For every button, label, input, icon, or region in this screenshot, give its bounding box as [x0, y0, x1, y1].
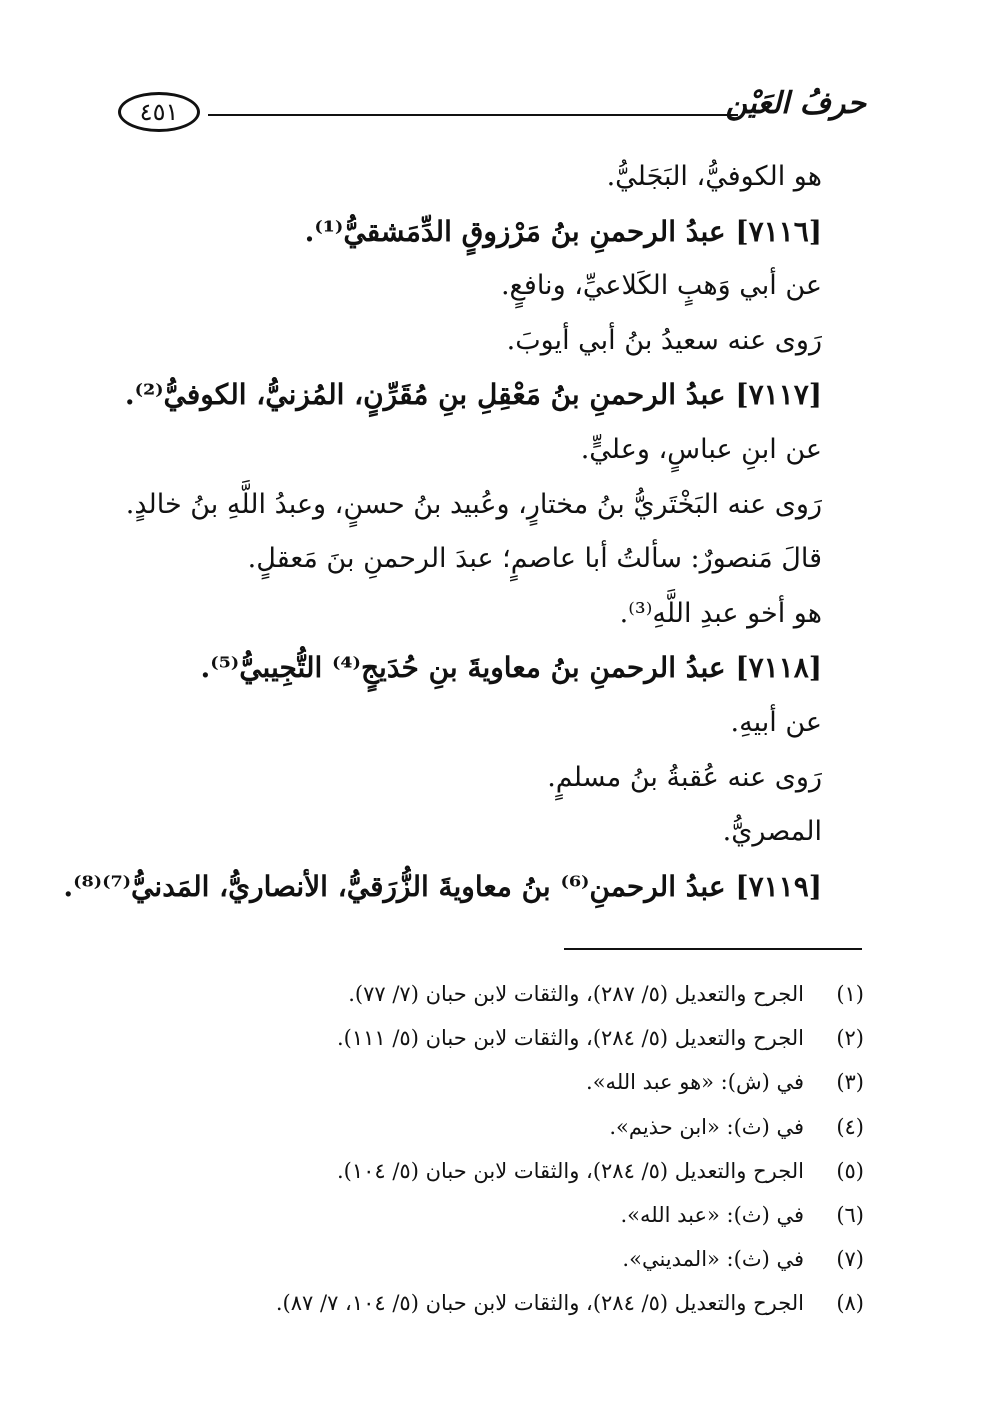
footnote-text: في (ث): «المديني».	[622, 1247, 804, 1272]
page-header	[118, 88, 866, 146]
header-rule	[208, 114, 738, 116]
entry-heading: [٧١١٧] عبدُ الرحمنِ بنُ مَعْقِلِ بنِ مُقَرِّنٍ، المُزنيُّ، الكوفيُّ⁽²⁾.	[124, 378, 822, 412]
text-line: المصريُّ.	[722, 816, 822, 848]
text-line: قالَ مَنصورٌ: سألتُ أبا عاصمٍ؛ عبدَ الرحمنِ بنَ مَعقلٍ.	[247, 543, 822, 575]
footnote-text: الجرح والتعديل (٥/ ٢٨٤)، والثقات لابن حبان (٥/ ١٠٤).	[336, 1158, 804, 1183]
footnote	[164, 1149, 864, 1193]
footnote-text: الجرح والتعديل (٥/ ٢٨٤)، والثقات لابن حبان (٥/ ١٠٤، ٧/ ٨٧).	[275, 1291, 804, 1316]
chapter-title: حرفُ العَيْن	[725, 86, 866, 121]
entry-heading: [٧١١٦] عبدُ الرحمنِ بنُ مَرْزوقٍ الدِّمَشقيُّ⁽¹⁾.	[304, 214, 822, 248]
footnote	[164, 1060, 864, 1104]
text-line: عن أبي وَهبٍ الكَلاعيِّ، ونافعٍ.	[500, 270, 822, 302]
footnote-number: (٧)	[836, 1247, 864, 1272]
footnote-number: (٥)	[836, 1158, 864, 1183]
footnotes	[164, 972, 864, 1326]
footnote	[164, 1105, 864, 1149]
entry-heading: [٧١١٩] عبدُ الرحمنِ⁽⁶⁾ بنُ معاويةَ الزُّرَقيُّ، الأنصاريُّ، المَدنيُّ⁽⁷⁾⁽⁸⁾.	[63, 869, 822, 903]
footnote-separator	[564, 948, 862, 950]
text-line: هو أخو عبدِ اللَّهِ⁽³⁾.	[619, 597, 822, 629]
footnote-number: (٣)	[836, 1070, 864, 1095]
footnote-text: في (ث): «ابن حذيم».	[609, 1114, 804, 1139]
footnote-number: (٦)	[836, 1202, 864, 1227]
footnote-text: في (ث): «عبد الله».	[620, 1202, 804, 1227]
entry-heading: [٧١١٨] عبدُ الرحمنِ بنُ معاويةَ بنِ حُدَيجٍ⁽⁴⁾ التُّجِيبيُّ⁽⁵⁾.	[200, 651, 822, 685]
footnote	[164, 1193, 864, 1237]
page-number: ٤٥١	[118, 92, 200, 132]
footnote-text: الجرح والتعديل (٥/ ٢٨٤)، والثقات لابن حبان (٥/ ١١١).	[336, 1026, 804, 1051]
text-line: عن أبيهِ.	[730, 706, 822, 738]
footnote-number: (١)	[836, 982, 864, 1006]
footnote-text: الجرح والتعديل (٥/ ٢٨٧)، والثقات لابن حبان (٧/ ٧٧).	[348, 982, 804, 1006]
footnote-number: (٤)	[836, 1114, 864, 1139]
text-line: عن ابنِ عباسٍ، وعليٍّ.	[580, 433, 822, 465]
footnote	[164, 1016, 864, 1060]
text-line: رَوى عنه سعيدُ بنُ أبي أيوبَ.	[506, 324, 822, 356]
text-line: رَوى عنه عُقبةُ بنُ مسلمٍ.	[547, 761, 822, 793]
footnote-number: (٨)	[836, 1291, 864, 1316]
footnote-text: في (ش): «هو عبد الله».	[586, 1070, 804, 1095]
text-line: رَوى عنه البَخْتَريُّ بنُ مختارٍ، وعُبيد بنُ حسنٍ، وعبدُ اللَّهِ بنُ خالدٍ.	[125, 488, 822, 520]
footnote	[164, 1237, 864, 1281]
main-text	[63, 150, 822, 914]
text-line: هو الكوفيُّ، البَجَليُّ.	[606, 161, 822, 192]
footnote-number: (٢)	[836, 1026, 864, 1051]
footnote	[164, 1281, 864, 1325]
footnote	[164, 972, 864, 1016]
